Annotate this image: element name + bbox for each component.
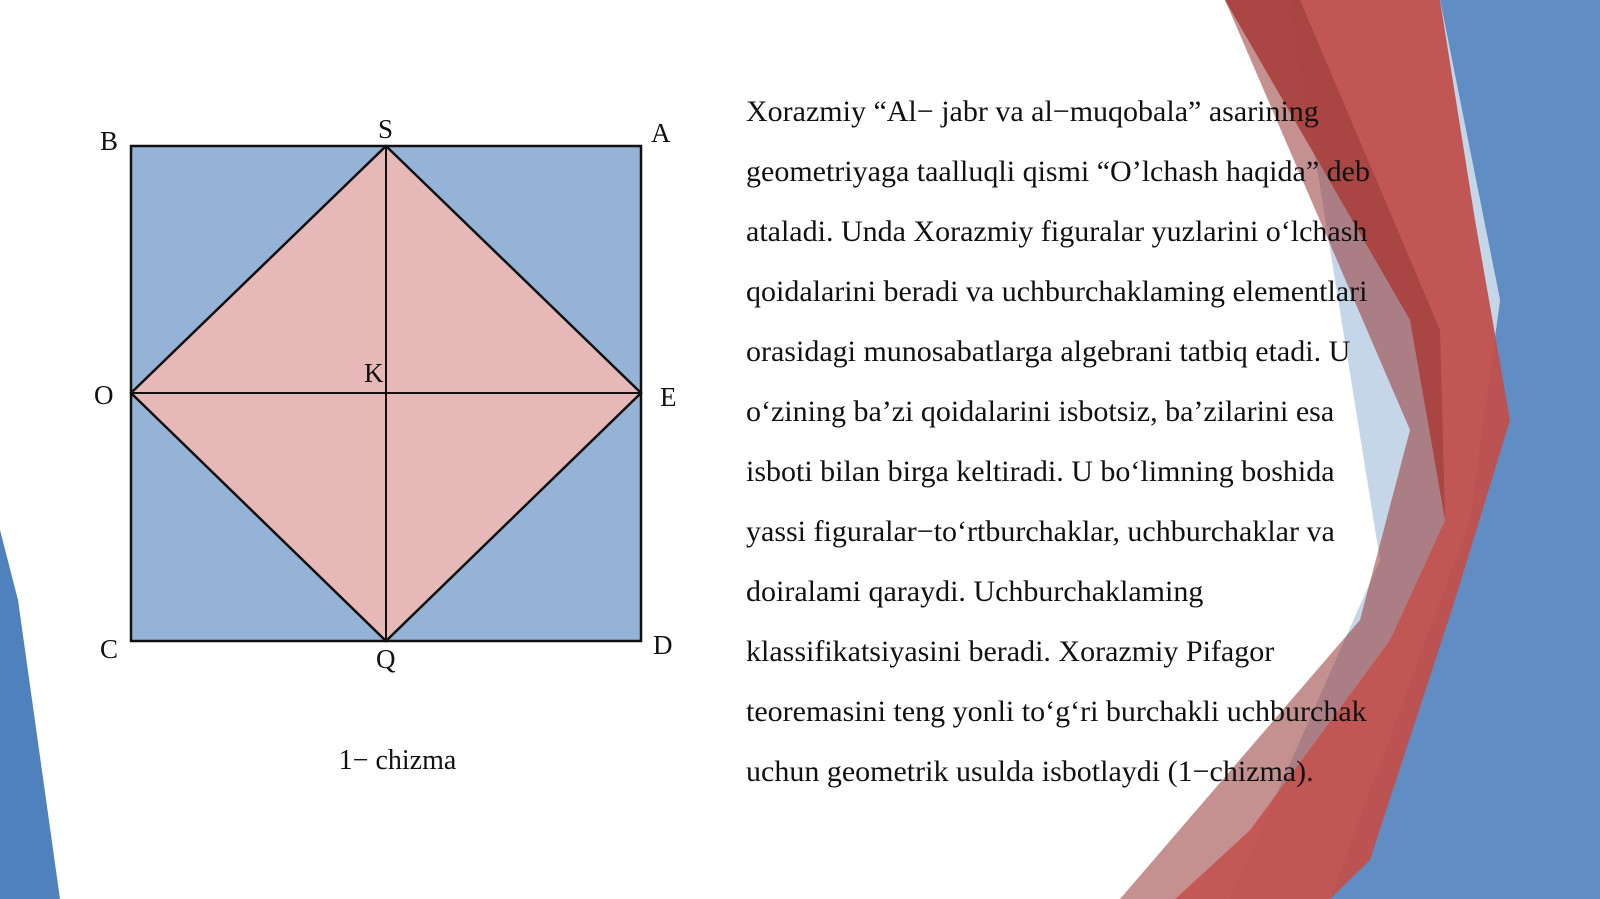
figure-caption: 1− chizma [338, 745, 457, 776]
paragraph-line: yassi figuralar−to‘rtburchaklar, uchburchaklar va [746, 515, 1335, 548]
label-B: B [100, 126, 119, 156]
body-paragraph [746, 82, 1486, 802]
paragraph-line: o‘zining ba’zi qoidalarini isbotsiz, ba’zilarini esa [746, 395, 1335, 428]
paragraph-line: orasidagi munosabatlarga algebrani tatbiq etadi. U [746, 335, 1351, 368]
paragraph-line: klassifikatsiyasini beradi. Xorazmiy Pifagor [746, 635, 1275, 668]
paragraph-line: doiralami qaraydi. Uchburchaklaming [746, 575, 1204, 608]
label-K: K [364, 358, 384, 388]
paragraph-line: teoremasini teng yonli to‘g‘ri burchakli uchburchak [746, 695, 1367, 728]
paragraph-line: qoidalarini beradi va uchburchaklaming elementlari [746, 275, 1368, 308]
paragraph-line: ataladi. Unda Xorazmiy figuralar yuzlarini o‘lchash [746, 215, 1368, 248]
label-S: S [378, 114, 394, 144]
label-O: O [94, 380, 114, 410]
label-C: C [100, 634, 119, 664]
paragraph-line: geometriyaga taalluqli qismi “O’lchash haqida” deb [746, 155, 1370, 188]
label-E: E [660, 382, 677, 412]
label-A: A [651, 118, 671, 148]
paragraph-line: uchun geometrik usulda isbotlaydi (1−chizma). [746, 755, 1314, 788]
paragraph-line: Xorazmiy “Al− jabr va al−muqobala” asarining [746, 95, 1319, 128]
paragraph-line: isboti bilan birga keltiradi. U bo‘limning boshida [746, 455, 1335, 488]
label-D: D [653, 630, 673, 660]
label-Q: Q [376, 644, 396, 674]
